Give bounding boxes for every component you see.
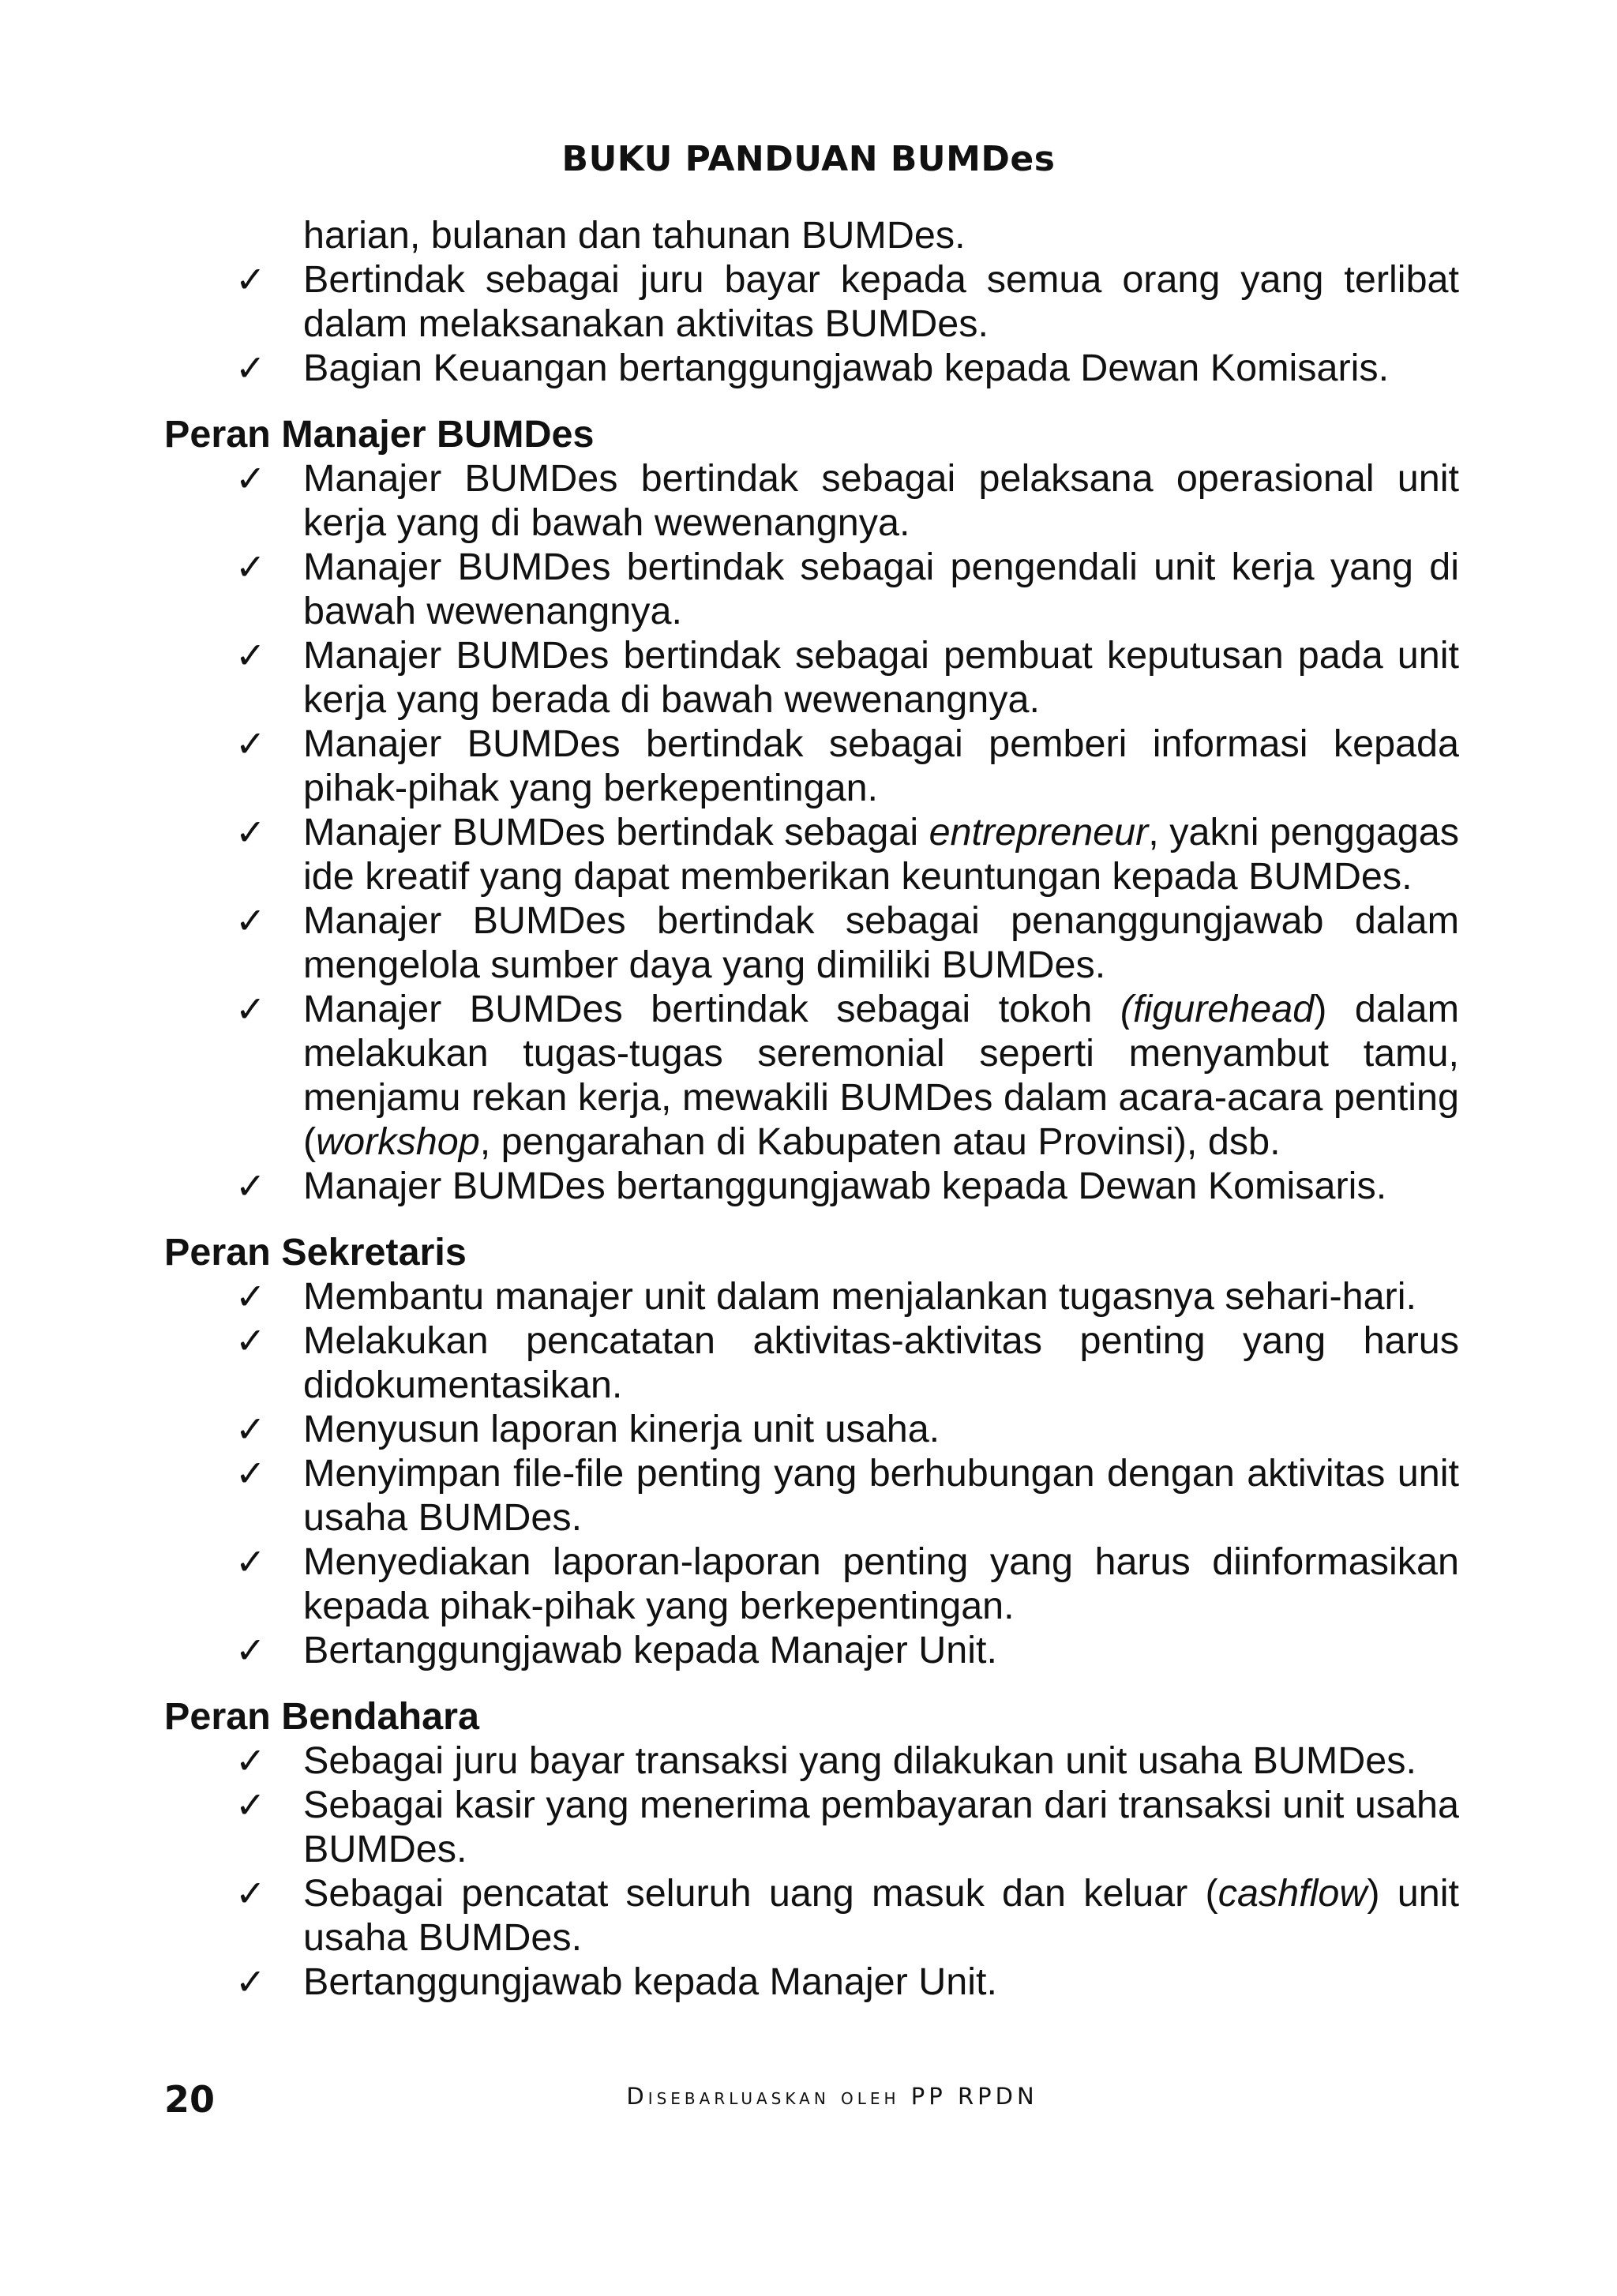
item-text: Bagian Keuangan bertanggungjawab kepada Dewan Komisaris. xyxy=(303,347,1390,389)
item-text: Membantu manajer unit dalam menjalankan tugasnya sehari-hari. xyxy=(303,1275,1416,1318)
checkmark-icon: ✓ xyxy=(235,457,266,500)
item-text: , pengarahan di Kabupaten atau Provinsi), dsb. xyxy=(479,1120,1281,1163)
item-text: Menyusun laporan kinerja unit usaha. xyxy=(303,1408,940,1450)
continuation-line: harian, bulanan dan tahunan BUMDes. xyxy=(303,214,966,257)
section-list xyxy=(164,456,1459,1208)
checkmark-icon: ✓ xyxy=(235,722,266,765)
checkmark-icon: ✓ xyxy=(235,258,266,301)
item-text: Manajer BUMDes bertindak sebagai tokoh xyxy=(303,988,1120,1030)
item-text: Bertindak sebagai juru bayar kepada semua orang yang terlibat dalam melaksanakan aktivitas BUMDes. xyxy=(303,258,1459,345)
list-item xyxy=(164,346,1459,390)
checkmark-icon: ✓ xyxy=(235,546,266,588)
checkmark-icon: ✓ xyxy=(235,1275,266,1318)
checkmark-icon: ✓ xyxy=(235,1739,266,1782)
list-item xyxy=(164,1164,1459,1208)
list-item xyxy=(164,456,1459,545)
list-item xyxy=(164,257,1459,346)
list-item xyxy=(164,1274,1459,1319)
checkmark-icon: ✓ xyxy=(235,1629,266,1671)
section-title: Peran Bendahara xyxy=(164,1695,479,1738)
item-text: Sebagai juru bayar transaksi yang dilakukan unit usaha BUMDes. xyxy=(303,1739,1416,1782)
list-item xyxy=(164,1960,1459,2004)
checkmark-icon: ✓ xyxy=(235,1960,266,2003)
checkmark-icon: ✓ xyxy=(235,811,266,853)
checkmark-icon: ✓ xyxy=(235,1540,266,1583)
item-text: Manajer BUMDes bertindak sebagai pembuat keputusan pada unit kerja yang berada di bawah wewenangnya. xyxy=(303,634,1459,721)
list-item xyxy=(164,1319,1459,1407)
checkmark-icon: ✓ xyxy=(235,1452,266,1495)
item-text: Manajer BUMDes bertindak sebagai pengendali unit kerja yang di bawah wewenangnya. xyxy=(303,546,1459,632)
page-content xyxy=(164,213,1459,2004)
item-text: Manajer BUMDes bertindak sebagai xyxy=(303,811,929,853)
footer-credit: Disebarluaskan oleh PP RPDN xyxy=(626,2083,1038,2110)
list-item xyxy=(164,722,1459,810)
item-text: Sebagai kasir yang menerima pembayaran dari transaksi unit usaha BUMDes. xyxy=(303,1784,1459,1870)
item-text: ) unit usaha BUMDes. xyxy=(303,1872,1459,1959)
list-item xyxy=(164,633,1459,722)
checkmark-icon: ✓ xyxy=(235,988,266,1030)
sections-container xyxy=(164,412,1459,2004)
list-item xyxy=(164,1739,1459,1783)
item-text: Melakukan pencatatan aktivitas-aktivitas penting yang harus didokumentasikan. xyxy=(303,1319,1459,1406)
item-italic-text: entrepreneur xyxy=(929,811,1149,853)
checkmark-icon: ✓ xyxy=(235,347,266,389)
item-text: ) dalam melakukan tugas-tugas seremonial seperti menyambut tamu, menjamu rekan kerja, mewakili BUMDes dalam acara-acara penting ( xyxy=(303,988,1459,1163)
item-text: Bertanggungjawab kepada Manajer Unit. xyxy=(303,1960,997,2003)
list-item xyxy=(164,987,1459,1164)
item-text: Menyimpan file-file penting yang berhubungan dengan aktivitas unit usaha BUMDes. xyxy=(303,1452,1459,1539)
section-list xyxy=(164,1739,1459,2004)
item-italic-text: cashflow xyxy=(1217,1872,1368,1915)
section-title: Peran Sekretaris xyxy=(164,1231,467,1274)
checkmark-icon: ✓ xyxy=(235,899,266,942)
list-item xyxy=(164,1628,1459,1672)
item-text: Bertanggungjawab kepada Manajer Unit. xyxy=(303,1629,997,1671)
checkmark-icon: ✓ xyxy=(235,1872,266,1915)
item-text: Menyediakan laporan-laporan penting yang harus diinformasikan kepada pihak-pihak yang berkepentingan. xyxy=(303,1540,1459,1627)
intro-items xyxy=(164,257,1459,390)
list-item xyxy=(164,1451,1459,1540)
item-italic-text: workshop xyxy=(316,1120,480,1163)
list-item xyxy=(164,1783,1459,1871)
role-section xyxy=(164,1694,1459,2004)
item-text: Manajer BUMDes bertanggungjawab kepada Dewan Komisaris. xyxy=(303,1165,1387,1207)
page-header: BUKU PANDUAN BUMDes xyxy=(561,139,1056,179)
item-text: Manajer BUMDes bertindak sebagai penanggungjawab dalam mengelola sumber daya yang dimiliki BUMDes. xyxy=(303,899,1459,986)
intro-block xyxy=(164,213,1459,390)
list-item xyxy=(164,545,1459,633)
list-item xyxy=(164,810,1459,899)
role-section xyxy=(164,412,1459,1208)
page-number: 20 xyxy=(164,2078,216,2121)
role-section xyxy=(164,1230,1459,1672)
section-title: Peran Manajer BUMDes xyxy=(164,413,595,456)
checkmark-icon: ✓ xyxy=(235,1784,266,1826)
list-item xyxy=(164,1407,1459,1451)
checkmark-icon: ✓ xyxy=(235,1165,266,1207)
item-italic-text: (figurehead xyxy=(1120,988,1315,1030)
checkmark-icon: ✓ xyxy=(235,1319,266,1362)
list-item xyxy=(164,899,1459,987)
item-text: Manajer BUMDes bertindak sebagai pelaksana operasional unit kerja yang di bawah wewenangnya. xyxy=(303,457,1459,544)
list-item xyxy=(164,1871,1459,1960)
intro-list xyxy=(164,213,1459,257)
item-text: Sebagai pencatat seluruh uang masuk dan keluar ( xyxy=(303,1872,1218,1915)
checkmark-icon: ✓ xyxy=(235,1408,266,1450)
list-item xyxy=(164,1540,1459,1628)
checkmark-icon: ✓ xyxy=(235,634,266,677)
section-list xyxy=(164,1274,1459,1672)
item-text: Manajer BUMDes bertindak sebagai pemberi informasi kepada pihak-pihak yang berkepentingan. xyxy=(303,722,1459,809)
item-text: , yakni penggagas ide kreatif yang dapat memberikan keuntungan kepada BUMDes. xyxy=(303,811,1459,898)
